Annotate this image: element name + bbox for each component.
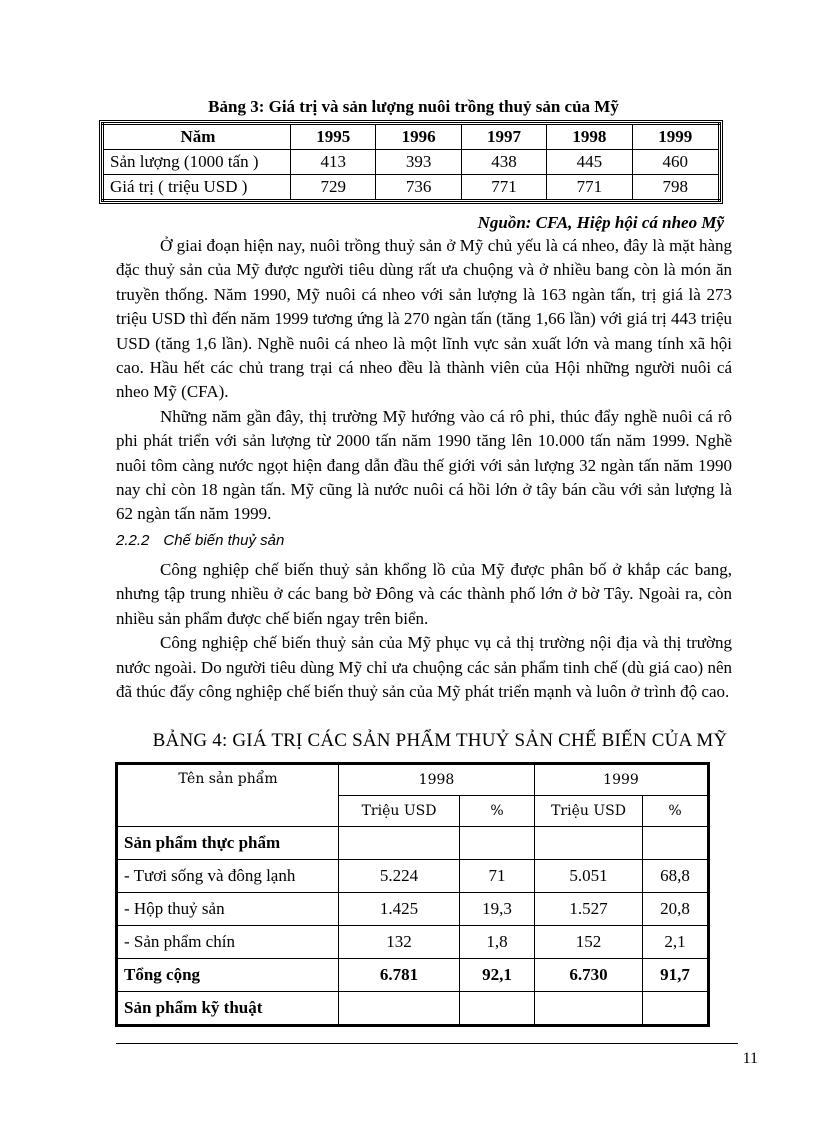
table3-header-row — [103, 124, 720, 150]
table4-cell: 1,8 — [460, 926, 535, 959]
table4-cell: 6.730 — [535, 959, 643, 992]
table3-source: Nguồn: CFA, Hiệp hội cá nheo Mỹ — [477, 213, 724, 232]
body-text-1 — [116, 234, 732, 527]
table3-cell: 736 — [376, 175, 461, 201]
table4-cell: 5.051 — [535, 860, 643, 893]
paragraph: Công nghiệp chế biến thuỷ sản khổng lồ của Mỹ được phân bố ở khắp các bang, nhưng tập trung nhiều ở các bang bờ Đông và các thành phố lớn ở bờ Tây. Ngoài ra, còn nhiều sản phẩm được chế biến ngay trên biển. — [116, 560, 732, 628]
table3 — [101, 122, 721, 202]
table3-header-cell: Năm — [103, 124, 291, 150]
page-number: 11 — [742, 1050, 758, 1067]
table4-cell: 19,3 — [460, 893, 535, 926]
table4-cell — [460, 992, 535, 1026]
table4-cell: 68,8 — [643, 860, 709, 893]
table3-cell: 445 — [547, 150, 632, 175]
table3-cell: Sản lượng (1000 tấn ) — [103, 150, 291, 175]
table4-row — [117, 827, 709, 860]
table4-cell: 1.425 — [339, 893, 460, 926]
table4-total-row — [117, 959, 709, 992]
table4-cell — [535, 827, 643, 860]
table4-row — [117, 893, 709, 926]
table4-subheader-cell: % — [460, 796, 535, 827]
section-heading — [116, 532, 298, 549]
table3-row — [103, 175, 720, 201]
body-text-2 — [116, 558, 732, 704]
table3-cell: 729 — [291, 175, 376, 201]
table4-cell — [339, 992, 460, 1026]
table4-cell: - Tươi sống và đông lạnh — [117, 860, 339, 893]
table3-cell: 438 — [461, 150, 546, 175]
section-number: 2.2.2 — [116, 532, 150, 549]
table3-cell: 393 — [376, 150, 461, 175]
table4-cell: 2,1 — [643, 926, 709, 959]
table4-cell — [339, 827, 460, 860]
table4-cell: 132 — [339, 926, 460, 959]
table4-title: BẢNG 4: GIÁ TRỊ CÁC SẢN PHẨM THUỶ SẢN CHẾ BIẾN CỦA MỸ — [152, 730, 728, 751]
table4-subheader-cell: % — [643, 796, 709, 827]
table4-cell — [643, 992, 709, 1026]
footer-rule — [116, 1043, 738, 1044]
table4-year-cell: 1998 — [339, 764, 535, 796]
table4-cell: 91,7 — [643, 959, 709, 992]
table4-subheader-cell: Triệu USD — [339, 796, 460, 827]
table3-header-cell: 1999 — [632, 124, 719, 150]
table3-cell: 771 — [547, 175, 632, 201]
table4-cell: Sản phẩm thực phẩm — [117, 827, 339, 860]
table4-cell: Sản phẩm kỹ thuật — [117, 992, 339, 1026]
table3-cell: 798 — [632, 175, 719, 201]
table4 — [115, 762, 710, 1027]
table4-cell: - Sản phẩm chín — [117, 926, 339, 959]
table4-cell: Tổng cộng — [117, 959, 339, 992]
table4-cell — [643, 827, 709, 860]
paragraph: Công nghiệp chế biến thuỷ sản của Mỹ phục vụ cả thị trường nội địa và thị trường nước ngoài. Do người tiêu dùng Mỹ chỉ ưa chuộng các sản phẩm tinh chế (dù giá cao) nên đã thúc đẩy công nghiệp chế biến thuỷ sản của Mỹ phát triển mạnh và luôn ở trình độ cao. — [116, 633, 732, 702]
table4-row — [117, 926, 709, 959]
table4-cell: - Hộp thuỷ sản — [117, 893, 339, 926]
table3-cell: Giá trị ( triệu USD ) — [103, 175, 291, 201]
table3-title: Bảng 3: Giá trị và sản lượng nuôi trồng thuỷ sản của Mỹ — [208, 97, 619, 116]
table3-header-cell: 1995 — [291, 124, 376, 150]
table4-cell: 71 — [460, 860, 535, 893]
table4-header-cell: Tên sản phẩm — [117, 764, 339, 827]
table4-header-row — [117, 764, 709, 796]
table4-row — [117, 860, 709, 893]
table4-cell — [535, 992, 643, 1026]
table4-cell: 20,8 — [643, 893, 709, 926]
table4-cell — [460, 827, 535, 860]
table3-cell: 460 — [632, 150, 719, 175]
table4-cell: 5.224 — [339, 860, 460, 893]
table3-header-cell: 1996 — [376, 124, 461, 150]
table4-cell: 6.781 — [339, 959, 460, 992]
table4-subheader-cell: Triệu USD — [535, 796, 643, 827]
table3-cell: 771 — [461, 175, 546, 201]
paragraph: Những năm gần đây, thị trường Mỹ hướng vào cá rô phi, thúc đẩy nghề nuôi cá rô phi phát triển với sản lượng từ 2000 tấn năm 1990 tăng lên 10.000 tấn năm 1999. Nghề nuôi tôm càng nước ngọt hiện đang dẫn đầu thế giới với sản lượng 32 ngàn tấn năm 1990 nay chỉ còn 18 ngàn tấn. Mỹ cũng là nước nuôi cá hồi lớn ở tây bán cầu với sản lượng là 62 ngàn tấn năm 1999. — [116, 406, 732, 524]
section-title: Chế biến thuỷ sản — [163, 532, 285, 549]
table3-header-cell: 1997 — [461, 124, 546, 150]
table3-header-cell: 1998 — [547, 124, 632, 150]
paragraph: Ở giai đoạn hiện nay, nuôi trồng thuỷ sản ở Mỹ chủ yếu là cá nheo, đây là mặt hàng đặc thuỷ sản của Mỹ được người tiêu dùng rất ưa chuộng và ở nhiều bang còn là món ăn truyền thống. Năm 1990, Mỹ nuôi cá nheo với sản lượng là 163 ngàn tấn, trị giá là 273 triệu USD thì đến năm 1999 tương ứng là 270 ngàn tấn (tăng 1,66 lần) với giá trị 443 triệu USD (tăng 1,6 lần). Nghề nuôi cá nheo là một lĩnh vực sản xuất lớn và mang tính xã hội cao. Hầu hết các chủ trang trại cá nheo đều là thành viên của Hội những người nuôi cá nheo Mỹ (CFA). — [116, 236, 732, 402]
table4-cell: 1.527 — [535, 893, 643, 926]
table4-year-cell: 1999 — [535, 764, 709, 796]
table4-cell: 92,1 — [460, 959, 535, 992]
table4-cell: 152 — [535, 926, 643, 959]
table3-row — [103, 150, 720, 175]
table3-cell: 413 — [291, 150, 376, 175]
table4-row — [117, 992, 709, 1026]
